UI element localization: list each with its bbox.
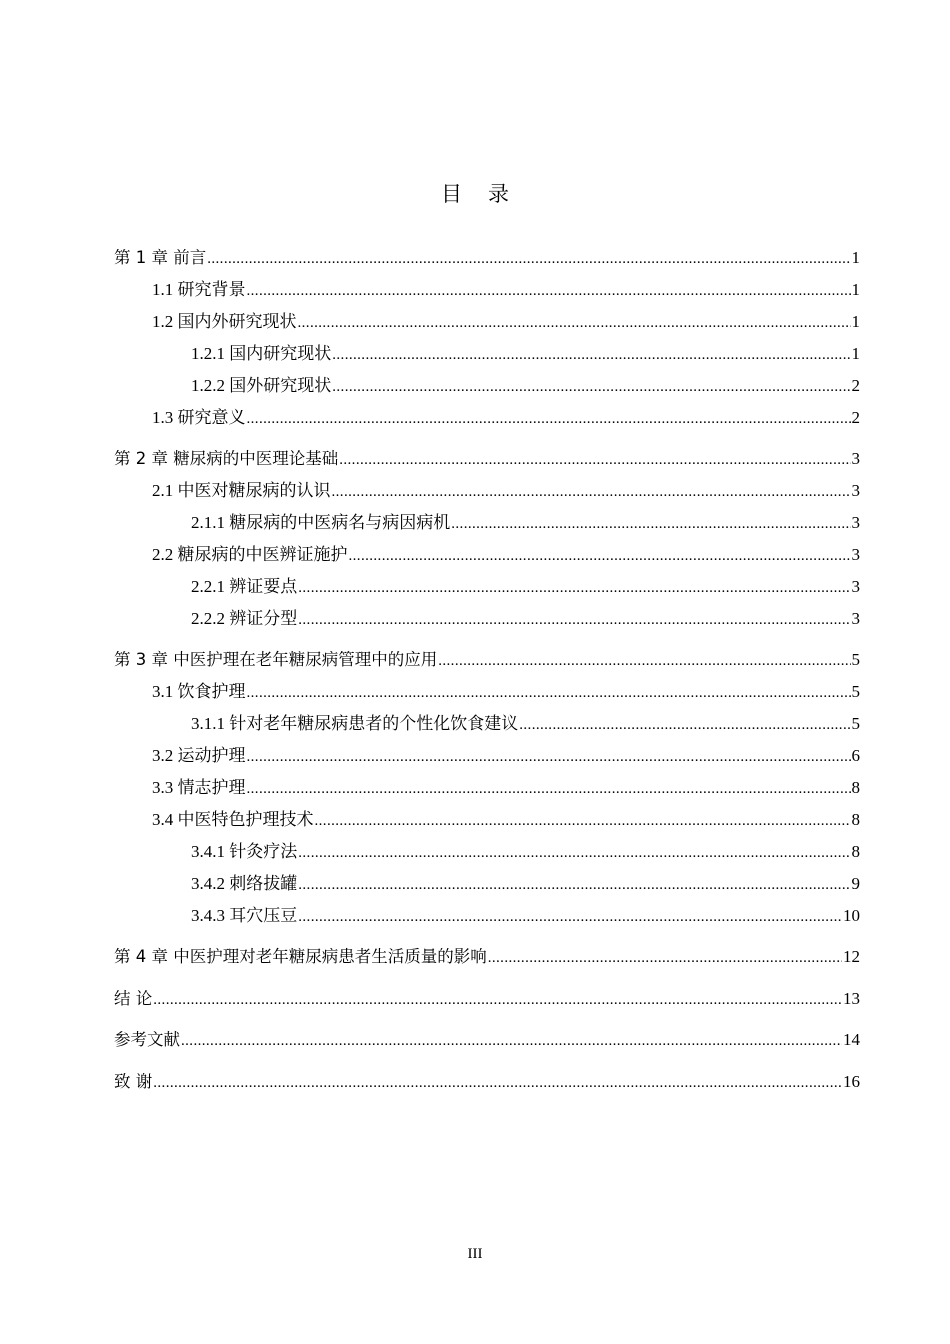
toc-entry-page: 5 [851,682,860,701]
toc-entry-label: 3.4.1 针灸疗法 [191,842,298,861]
toc-leader-dots [349,544,851,568]
toc-entry-3-1-1[interactable] [114,712,860,736]
toc-entry-page: 8 [851,842,860,861]
toc-entry-page: 3 [851,577,860,596]
toc-entry-references[interactable] [114,1028,860,1052]
toc-entry-page: 8 [851,778,860,797]
toc-entry-label: 第 2 章 糖尿病的中医理论基础 [114,449,339,468]
toc-entry-page: 14 [843,1030,860,1049]
toc-leader-dots [298,576,850,600]
toc-entry-page: 1 [851,248,860,267]
toc-leader-dots [247,745,851,769]
page-number: III [467,1246,483,1262]
toc-entry-label: 2.1 中医对糖尿病的认识 [152,481,331,500]
toc-entry-chapter-1[interactable] [114,246,860,270]
toc-title-part1: 目 [441,182,462,206]
toc-entry-label: 3.1 饮食护理 [152,682,246,701]
toc-entry-3-4-2[interactable] [114,872,860,896]
toc-leader-dots [332,375,850,399]
toc-entry-page: 3 [851,513,860,532]
toc-entry-label: 3.4 中医特色护理技术 [152,810,314,829]
toc-entry-page: 5 [851,650,860,669]
toc-entry-2-2-2[interactable] [114,607,860,631]
toc-entry-label: 第 1 章 前言 [114,248,207,267]
toc-entry-1-3[interactable] [114,406,860,430]
toc-leader-dots [332,343,850,367]
toc-entry-page: 10 [843,906,860,925]
toc-leader-dots [247,407,851,431]
toc-entry-chapter-3[interactable] [114,648,860,672]
toc-entry-label: 第 3 章 中医护理在老年糖尿病管理中的应用 [114,650,438,669]
toc-entry-3-4[interactable] [114,808,860,832]
toc-entry-label: 3.2 运动护理 [152,746,246,765]
toc-leader-dots [298,873,850,897]
toc-entry-label: 致 谢 [114,1072,153,1091]
toc-entry-2-2-1[interactable] [114,575,860,599]
toc-entry-label: 结 论 [114,989,153,1008]
toc-entry-1-2-1[interactable] [114,342,860,366]
toc-entry-page: 12 [843,947,860,966]
toc-entry-3-2[interactable] [114,744,860,768]
toc-leader-dots [339,448,850,472]
toc-entry-label: 1.2.2 国外研究现状 [191,376,332,395]
toc-entry-page: 3 [851,545,860,564]
toc-entry-page: 5 [851,714,860,733]
toc-entry-label: 3.4.2 刺络拔罐 [191,874,298,893]
toc-leader-dots [181,1029,842,1053]
toc-entry-1-1[interactable] [114,278,860,302]
toc-entry-3-4-3[interactable] [114,904,860,928]
toc-entry-chapter-4[interactable] [114,945,860,969]
toc-entry-page: 16 [843,1072,860,1091]
toc-entry-conclusion[interactable] [114,987,860,1011]
toc-entry-label: 参考文献 [114,1030,180,1049]
toc-entry-page: 2 [851,408,860,427]
toc-entry-page: 3 [851,481,860,500]
toc-entry-page: 1 [851,312,860,331]
toc-leader-dots [298,311,851,335]
toc-entry-1-2-2[interactable] [114,374,860,398]
toc-entry-3-4-1[interactable] [114,840,860,864]
toc-entry-label: 1.2.1 国内研究现状 [191,344,332,363]
toc-leader-dots [247,777,851,801]
toc-entry-page: 8 [851,810,860,829]
toc-entry-page: 6 [851,746,860,765]
toc-entry-page: 13 [843,989,860,1008]
toc-entry-label: 2.2.2 辨证分型 [191,609,298,628]
toc-leader-dots [298,608,850,632]
toc-leader-dots [315,809,851,833]
toc-leader-dots [207,247,850,271]
toc-entry-page: 1 [851,280,860,299]
toc-entry-label: 2.2 糖尿病的中医辨证施护 [152,545,348,564]
toc-leader-dots [438,649,850,673]
toc-entry-label: 1.2 国内外研究现状 [152,312,297,331]
toc-entry-label: 2.1.1 糖尿病的中医病名与病因病机 [191,513,451,532]
toc-leader-dots [298,905,842,929]
toc-leader-dots [153,1071,842,1095]
toc-entry-3-3[interactable] [114,776,860,800]
toc-entry-acknowledgements[interactable] [114,1070,860,1094]
toc-entry-label: 3.4.3 耳穴压豆 [191,906,298,925]
toc-entry-page: 3 [851,609,860,628]
toc-entry-page: 1 [851,344,860,363]
toc-entry-page: 9 [851,874,860,893]
toc-leader-dots [451,512,850,536]
toc-leader-dots [247,681,851,705]
toc-entry-1-2[interactable] [114,310,860,334]
toc-leader-dots [298,841,850,865]
toc-leader-dots [332,480,851,504]
toc-entry-label: 1.1 研究背景 [152,280,246,299]
toc-leader-dots [247,279,851,303]
toc-entry-label: 2.2.1 辨证要点 [191,577,298,596]
toc-entry-page: 2 [851,376,860,395]
toc-entry-chapter-2[interactable] [114,447,860,471]
toc-entry-label: 3.3 情志护理 [152,778,246,797]
toc-title [0,178,950,208]
toc-entry-page: 3 [851,449,860,468]
toc-leader-dots [488,946,842,970]
toc-entry-2-1[interactable] [114,479,860,503]
toc-leader-dots [519,713,850,737]
toc-entry-3-1[interactable] [114,680,860,704]
toc-title-part2: 录 [488,182,509,206]
toc-entry-label: 第 4 章 中医护理对老年糖尿病患者生活质量的影响 [114,947,487,966]
toc-entry-label: 3.1.1 针对老年糖尿病患者的个性化饮食建议 [191,714,519,733]
toc-entry-2-1-1[interactable] [114,511,860,535]
toc-entry-2-2[interactable] [114,543,860,567]
toc-leader-dots [153,988,842,1012]
toc-entry-label: 1.3 研究意义 [152,408,246,427]
